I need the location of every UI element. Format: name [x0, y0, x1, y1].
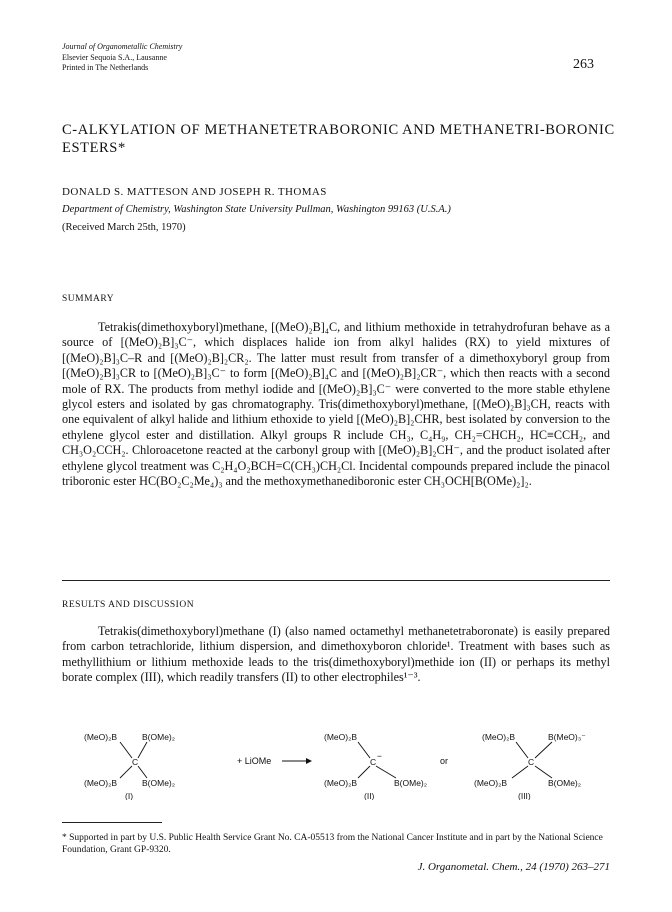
compound-i-carbon: C: [132, 757, 139, 767]
results-paragraph: [62, 624, 610, 686]
compound-ii: [324, 732, 427, 800]
compound-i-bottom-right: B(OMe)₂: [142, 778, 176, 788]
compound-ii-bottom-left: (MeO)₂B: [324, 778, 358, 788]
compound-ii-top-left: (MeO)₂B: [324, 732, 358, 742]
reagent-label: + LiOMe: [237, 756, 272, 766]
compound-ii-charge: −: [377, 751, 382, 761]
reaction-scheme: [62, 728, 622, 800]
arrow-head: [306, 758, 312, 764]
summary-heading: SUMMARY: [62, 294, 115, 304]
printed-in: Printed in The Netherlands: [62, 63, 149, 72]
summary-text: Tetrakis(dimethoxyboryl)methane, [(MeO)₂B]₄C, and lithium methoxide in tetrahydrofuran behave as a source of [(MeO)₂B]₃C⁻, which displaces halide ion from alkyl halides (RX) to yield mixtures of [(MeO)₂B]₃C–R and [(MeO)₂B]₂CR₂. The latter must result from transfer of a dimethoxyboryl group from [(MeO)₂B]₃CR to [(MeO)₂B]₃C⁻ to form [(MeO)₂B]₄C and [(MeO)₂B]₂CR⁻, which then reacts with a second mole of RX. The products from methyl iodide and [(MeO)₂B]₃C⁻ were converted to the more stable ethylene glycol esters and isolated by gas chromatography. Tris(dimethoxyboryl)methane, [(MeO)₂B]₃CH, reacts with one equivalent of alkyl halide and lithium ethoxide to yield [(MeO)₂B]₂CHR, best isolated by conversion to the ethylene glycol ester and distillation. Alkyl groups R include CH₃, C₄H₉, CH₂=CHCH₂, HC≡CCH₂, and CH₃O₂CCH₂. Chloroacetone reacted at the carbonyl group with [(MeO)₂B]₂CH⁻, and the product isolated after ethylene glycol treatment was C₂H₄O₂BCH=C(CH₃)CH₂Cl. Incidental compounds prepared include the pinacol triboronic ester HC(BO₂C₂Me₄)₃ and the methoxymethanediboronic ester CH₃OCH[B(OMe)₂]₂.: [62, 320, 610, 489]
compound-iii-top-left: (MeO)₂B: [482, 732, 516, 742]
results-text: Tetrakis(dimethoxyboryl)methane (I) (also named octamethyl methanetetraboronate) is easily prepared from carbon tetrachloride, lithium dispersion, and dimethoxyboron chloride¹. Treatment with bases such as methyllithium or lithium methoxide leads to the tris(dimethoxyboryl)methide ion (II) or perhaps its methyl borate complex (III), which readily transfers (II) to other electrophiles¹⁻³.: [62, 624, 610, 685]
compound-iii-top-right: B(MeO)₃⁻: [548, 732, 586, 742]
compound-iii-bottom-right: B(OMe)₂: [548, 778, 582, 788]
compound-i-label: (I): [125, 791, 134, 800]
compound-iii-carbon: C: [528, 757, 535, 767]
compound-iii-label: (III): [518, 791, 531, 800]
affiliation: Department of Chemistry, Washington State University Pullman, Washington 99163 (U.S.A.): [62, 204, 451, 215]
compound-i-top-left: (MeO)₂B: [84, 732, 118, 742]
footnote: * Supported in part by U.S. Public Health Service Grant No. CA-05513 from the National Cancer Institute and in part by the National Science Foundation, Grant GP-9320.: [62, 833, 603, 855]
article-title: C-ALKYLATION OF METHANETETRABORONIC AND METHANETRI-BORONIC ESTERS*: [62, 122, 615, 156]
journal-citation: J. Organometal. Chem., 24 (1970) 263–271: [417, 861, 610, 873]
compound-i-top-right: B(OMe)₂: [142, 732, 176, 742]
or-label: or: [440, 756, 449, 766]
compound-ii-carbon: C: [370, 757, 377, 767]
page-number: 263: [573, 57, 594, 72]
journal-header: [62, 42, 182, 74]
compound-iii-bottom-left: (MeO)₂B: [474, 778, 508, 788]
compound-ii-bottom-right: B(OMe)₂: [394, 778, 428, 788]
compound-i-bottom-left: (MeO)₂B: [84, 778, 118, 788]
compound-i: [84, 732, 175, 800]
received-date: (Received March 25th, 1970): [62, 222, 186, 233]
journal-name: Journal of Organometallic Chemistry: [62, 42, 183, 51]
footnote-rule: [62, 822, 162, 823]
authors: DONALD S. MATTESON AND JOSEPH R. THOMAS: [62, 186, 327, 198]
section-divider: [62, 580, 610, 581]
results-heading: RESULTS AND DISCUSSION: [62, 600, 195, 610]
publisher: Elsevier Sequoia S.A., Lausanne: [62, 52, 167, 62]
compound-ii-label: (II): [364, 791, 375, 800]
compound-iii: [474, 732, 586, 800]
summary-paragraph: [62, 320, 610, 489]
